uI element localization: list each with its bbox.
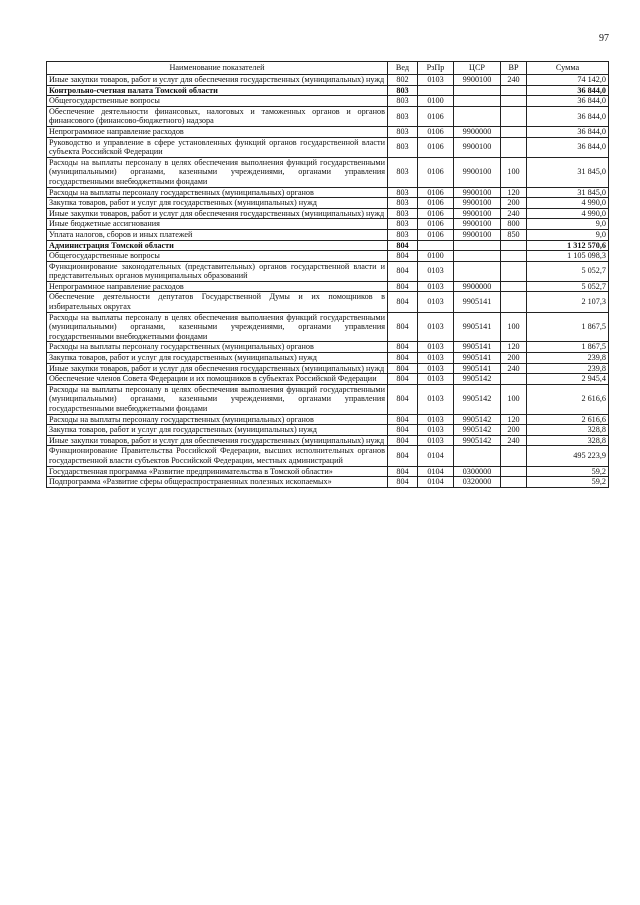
- row-csr-cell: 9905142: [454, 425, 501, 436]
- row-sum-cell: 4 990,0: [527, 208, 609, 219]
- row-ved-cell: 804: [388, 251, 418, 262]
- row-csr-cell: [454, 261, 501, 281]
- row-ved-cell: 804: [388, 425, 418, 436]
- row-sum-cell: 2 616,6: [527, 384, 609, 414]
- row-csr-cell: 9900100: [454, 219, 501, 230]
- table-row: [47, 477, 609, 488]
- row-rzpr-cell: [418, 85, 454, 96]
- row-sum-cell: 5 052,7: [527, 281, 609, 292]
- row-sum-cell: 31 845,0: [527, 187, 609, 198]
- table-row: [47, 85, 609, 96]
- row-rzpr-cell: 0100: [418, 96, 454, 107]
- row-rzpr-cell: 0106: [418, 229, 454, 240]
- row-name-cell: Закупка товаров, работ и услуг для государственных (муниципальных) нужд: [47, 198, 388, 209]
- row-rzpr-cell: [418, 240, 454, 251]
- row-rzpr-cell: 0103: [418, 353, 454, 364]
- table-row: [47, 342, 609, 353]
- table-row: [47, 208, 609, 219]
- table-row: [47, 292, 609, 312]
- row-csr-cell: 9905142: [454, 435, 501, 446]
- header-rzpr: РзПр: [418, 62, 454, 75]
- table-row: [47, 187, 609, 198]
- row-name-cell: Контрольно-счетная палата Томской области: [47, 85, 388, 96]
- row-name-cell: Обеспечение членов Совета Федерации и их помощников в субъектах Российской Федерации: [47, 374, 388, 385]
- row-sum-cell: 239,8: [527, 353, 609, 364]
- row-sum-cell: 328,8: [527, 435, 609, 446]
- row-rzpr-cell: 0106: [418, 126, 454, 137]
- row-vr-cell: [501, 261, 527, 281]
- table-row: [47, 75, 609, 86]
- row-ved-cell: 804: [388, 342, 418, 353]
- budget-table: [46, 61, 609, 488]
- row-vr-cell: [501, 281, 527, 292]
- row-vr-cell: 120: [501, 187, 527, 198]
- row-name-cell: Общегосударственные вопросы: [47, 96, 388, 107]
- row-rzpr-cell: 0100: [418, 251, 454, 262]
- row-csr-cell: 9900100: [454, 157, 501, 187]
- row-csr-cell: [454, 85, 501, 96]
- row-name-cell: Расходы на выплаты персоналу в целях обеспечения выполнения функций государственными (муниципальными) органами, казенными учреждениями, органами управления государственными внебюджетными фондами: [47, 384, 388, 414]
- row-rzpr-cell: 0106: [418, 187, 454, 198]
- row-name-cell: Расходы на выплаты персоналу государственных (муниципальных) органов: [47, 187, 388, 198]
- row-csr-cell: 9900100: [454, 137, 501, 157]
- row-vr-cell: [501, 96, 527, 107]
- row-name-cell: Обеспечение деятельности депутатов Государственной Думы и их помощников в избирательных округах: [47, 292, 388, 312]
- table-row: [47, 261, 609, 281]
- row-vr-cell: 200: [501, 425, 527, 436]
- row-name-cell: Непрограммное направление расходов: [47, 281, 388, 292]
- row-vr-cell: [501, 446, 527, 466]
- row-name-cell: Государственная программа «Развитие предпринимательства в Томской области»: [47, 466, 388, 477]
- row-ved-cell: 804: [388, 446, 418, 466]
- row-rzpr-cell: 0103: [418, 435, 454, 446]
- row-sum-cell: 239,8: [527, 363, 609, 374]
- row-sum-cell: 9,0: [527, 219, 609, 230]
- table-row: [47, 198, 609, 209]
- row-rzpr-cell: 0103: [418, 342, 454, 353]
- row-csr-cell: [454, 251, 501, 262]
- table-row: [47, 414, 609, 425]
- table-header-row: [47, 62, 609, 75]
- row-ved-cell: 804: [388, 477, 418, 488]
- row-vr-cell: [501, 374, 527, 385]
- row-vr-cell: [501, 251, 527, 262]
- row-rzpr-cell: 0106: [418, 219, 454, 230]
- row-sum-cell: 4 990,0: [527, 198, 609, 209]
- table-row: [47, 466, 609, 477]
- row-csr-cell: [454, 96, 501, 107]
- row-ved-cell: 804: [388, 363, 418, 374]
- row-name-cell: Функционирование Правительства Российской Федерации, высших исполнительных органов государственной власти субъектов Российской Федерации, местных администраций: [47, 446, 388, 466]
- row-rzpr-cell: 0103: [418, 281, 454, 292]
- row-ved-cell: 803: [388, 187, 418, 198]
- row-name-cell: Обеспечение деятельности финансовых, налоговых и таможенных органов и органов финансового (финансово-бюджетного) надзора: [47, 106, 388, 126]
- row-ved-cell: 804: [388, 384, 418, 414]
- row-ved-cell: 803: [388, 157, 418, 187]
- table-row: [47, 96, 609, 107]
- row-ved-cell: 803: [388, 137, 418, 157]
- row-ved-cell: 803: [388, 106, 418, 126]
- row-name-cell: Руководство и управление в сфере установленных функций органов государственной власти субъекта Российской Федерации: [47, 137, 388, 157]
- row-sum-cell: 2 945,4: [527, 374, 609, 385]
- row-sum-cell: 1 105 098,3: [527, 251, 609, 262]
- row-vr-cell: 120: [501, 414, 527, 425]
- row-vr-cell: 100: [501, 312, 527, 342]
- row-name-cell: Расходы на выплаты персоналу в целях обеспечения выполнения функций государственными (муниципальными) органами, казенными учреждениями, органами управления государственными внебюджетными фондами: [47, 157, 388, 187]
- row-sum-cell: 495 223,9: [527, 446, 609, 466]
- row-vr-cell: 240: [501, 435, 527, 446]
- row-ved-cell: 802: [388, 75, 418, 86]
- row-csr-cell: 9900100: [454, 75, 501, 86]
- row-sum-cell: 1 867,5: [527, 342, 609, 353]
- row-name-cell: Закупка товаров, работ и услуг для государственных (муниципальных) нужд: [47, 353, 388, 364]
- row-csr-cell: 9905142: [454, 384, 501, 414]
- row-sum-cell: 1 867,5: [527, 312, 609, 342]
- header-csr: ЦСР: [454, 62, 501, 75]
- table-row: [47, 312, 609, 342]
- row-sum-cell: 2 107,3: [527, 292, 609, 312]
- row-csr-cell: [454, 106, 501, 126]
- row-vr-cell: [501, 292, 527, 312]
- row-rzpr-cell: 0103: [418, 425, 454, 436]
- row-ved-cell: 803: [388, 229, 418, 240]
- row-name-cell: Функционирование законодательных (представительных) органов государственной власти и представительных органов муниципальных образований: [47, 261, 388, 281]
- row-rzpr-cell: 0103: [418, 374, 454, 385]
- row-vr-cell: 800: [501, 219, 527, 230]
- row-csr-cell: 9900000: [454, 126, 501, 137]
- row-sum-cell: 36 844,0: [527, 137, 609, 157]
- row-ved-cell: 804: [388, 240, 418, 251]
- table-row: [47, 240, 609, 251]
- row-sum-cell: 36 844,0: [527, 85, 609, 96]
- row-csr-cell: 9900100: [454, 198, 501, 209]
- row-csr-cell: 9905141: [454, 353, 501, 364]
- row-rzpr-cell: 0103: [418, 261, 454, 281]
- table-row: [47, 137, 609, 157]
- row-rzpr-cell: 0103: [418, 363, 454, 374]
- row-vr-cell: 200: [501, 198, 527, 209]
- row-csr-cell: 9905141: [454, 312, 501, 342]
- row-ved-cell: 804: [388, 281, 418, 292]
- row-csr-cell: 9905142: [454, 414, 501, 425]
- table-row: [47, 229, 609, 240]
- table-row: [47, 384, 609, 414]
- table-row: [47, 374, 609, 385]
- table-row: [47, 219, 609, 230]
- row-sum-cell: 36 844,0: [527, 106, 609, 126]
- row-name-cell: Общегосударственные вопросы: [47, 251, 388, 262]
- row-vr-cell: [501, 126, 527, 137]
- row-ved-cell: 804: [388, 466, 418, 477]
- table-row: [47, 425, 609, 436]
- row-name-cell: Подпрограмма «Развитие сферы общераспространенных полезных ископаемых»: [47, 477, 388, 488]
- header-name: Наименование показателей: [47, 62, 388, 75]
- table-row: [47, 106, 609, 126]
- row-rzpr-cell: 0106: [418, 157, 454, 187]
- row-sum-cell: 5 052,7: [527, 261, 609, 281]
- row-rzpr-cell: 0106: [418, 208, 454, 219]
- row-sum-cell: 328,8: [527, 425, 609, 436]
- row-ved-cell: 804: [388, 414, 418, 425]
- row-name-cell: Иные закупки товаров, работ и услуг для обеспечения государственных (муниципальных) нужд: [47, 75, 388, 86]
- row-csr-cell: 0300000: [454, 466, 501, 477]
- row-ved-cell: 804: [388, 292, 418, 312]
- row-rzpr-cell: 0103: [418, 384, 454, 414]
- row-csr-cell: 9900100: [454, 187, 501, 198]
- row-name-cell: Иные закупки товаров, работ и услуг для обеспечения государственных (муниципальных) нужд: [47, 363, 388, 374]
- row-ved-cell: 803: [388, 96, 418, 107]
- row-csr-cell: [454, 240, 501, 251]
- row-name-cell: Администрация Томской области: [47, 240, 388, 251]
- row-rzpr-cell: 0103: [418, 312, 454, 342]
- row-name-cell: Иные закупки товаров, работ и услуг для обеспечения государственных (муниципальных) нужд: [47, 208, 388, 219]
- row-name-cell: Непрограммное направление расходов: [47, 126, 388, 137]
- row-csr-cell: 9900100: [454, 208, 501, 219]
- row-rzpr-cell: 0104: [418, 446, 454, 466]
- row-sum-cell: 36 844,0: [527, 96, 609, 107]
- row-sum-cell: 36 844,0: [527, 126, 609, 137]
- header-vr: ВР: [501, 62, 527, 75]
- row-rzpr-cell: 0106: [418, 106, 454, 126]
- row-name-cell: Расходы на выплаты персоналу в целях обеспечения выполнения функций государственными (муниципальными) органами, казенными учреждениями, органами управления государственными внебюджетными фондами: [47, 312, 388, 342]
- table-row: [47, 157, 609, 187]
- row-sum-cell: 74 142,0: [527, 75, 609, 86]
- table-row: [47, 446, 609, 466]
- row-sum-cell: 1 312 570,6: [527, 240, 609, 251]
- row-csr-cell: 9900000: [454, 281, 501, 292]
- row-rzpr-cell: 0103: [418, 414, 454, 425]
- row-vr-cell: 240: [501, 208, 527, 219]
- table-row: [47, 353, 609, 364]
- row-ved-cell: 803: [388, 198, 418, 209]
- row-ved-cell: 804: [388, 353, 418, 364]
- row-csr-cell: 9900100: [454, 229, 501, 240]
- row-vr-cell: [501, 106, 527, 126]
- row-sum-cell: 31 845,0: [527, 157, 609, 187]
- row-csr-cell: 9905141: [454, 363, 501, 374]
- row-rzpr-cell: 0103: [418, 75, 454, 86]
- row-sum-cell: 9,0: [527, 229, 609, 240]
- row-vr-cell: [501, 240, 527, 251]
- row-ved-cell: 803: [388, 208, 418, 219]
- row-rzpr-cell: 0106: [418, 198, 454, 209]
- row-ved-cell: 803: [388, 85, 418, 96]
- row-ved-cell: 803: [388, 219, 418, 230]
- row-ved-cell: 803: [388, 126, 418, 137]
- row-vr-cell: [501, 477, 527, 488]
- row-name-cell: Иные бюджетные ассигнования: [47, 219, 388, 230]
- row-name-cell: Закупка товаров, работ и услуг для государственных (муниципальных) нужд: [47, 425, 388, 436]
- row-vr-cell: [501, 137, 527, 157]
- row-vr-cell: [501, 466, 527, 477]
- row-vr-cell: 240: [501, 75, 527, 86]
- row-sum-cell: 2 616,6: [527, 414, 609, 425]
- row-csr-cell: 9905141: [454, 292, 501, 312]
- header-ved: Вед: [388, 62, 418, 75]
- row-vr-cell: 200: [501, 353, 527, 364]
- header-sum: Сумма: [527, 62, 609, 75]
- table-row: [47, 126, 609, 137]
- row-sum-cell: 59,2: [527, 466, 609, 477]
- row-vr-cell: 100: [501, 384, 527, 414]
- row-rzpr-cell: 0104: [418, 477, 454, 488]
- row-ved-cell: 804: [388, 261, 418, 281]
- row-rzpr-cell: 0106: [418, 137, 454, 157]
- row-vr-cell: 120: [501, 342, 527, 353]
- row-ved-cell: 804: [388, 374, 418, 385]
- table-row: [47, 435, 609, 446]
- table-row: [47, 363, 609, 374]
- row-rzpr-cell: 0103: [418, 292, 454, 312]
- row-csr-cell: 9905141: [454, 342, 501, 353]
- row-vr-cell: [501, 85, 527, 96]
- row-csr-cell: 0320000: [454, 477, 501, 488]
- row-vr-cell: 100: [501, 157, 527, 187]
- row-name-cell: Уплата налогов, сборов и иных платежей: [47, 229, 388, 240]
- row-name-cell: Расходы на выплаты персоналу государственных (муниципальных) органов: [47, 414, 388, 425]
- row-name-cell: Иные закупки товаров, работ и услуг для обеспечения государственных (муниципальных) нужд: [47, 435, 388, 446]
- row-csr-cell: 9905142: [454, 374, 501, 385]
- row-vr-cell: 850: [501, 229, 527, 240]
- page-number: 97: [599, 33, 609, 44]
- table-row: [47, 281, 609, 292]
- row-name-cell: Расходы на выплаты персоналу государственных (муниципальных) органов: [47, 342, 388, 353]
- table-row: [47, 251, 609, 262]
- row-csr-cell: [454, 446, 501, 466]
- row-ved-cell: 804: [388, 312, 418, 342]
- row-ved-cell: 804: [388, 435, 418, 446]
- row-vr-cell: 240: [501, 363, 527, 374]
- row-sum-cell: 59,2: [527, 477, 609, 488]
- row-rzpr-cell: 0104: [418, 466, 454, 477]
